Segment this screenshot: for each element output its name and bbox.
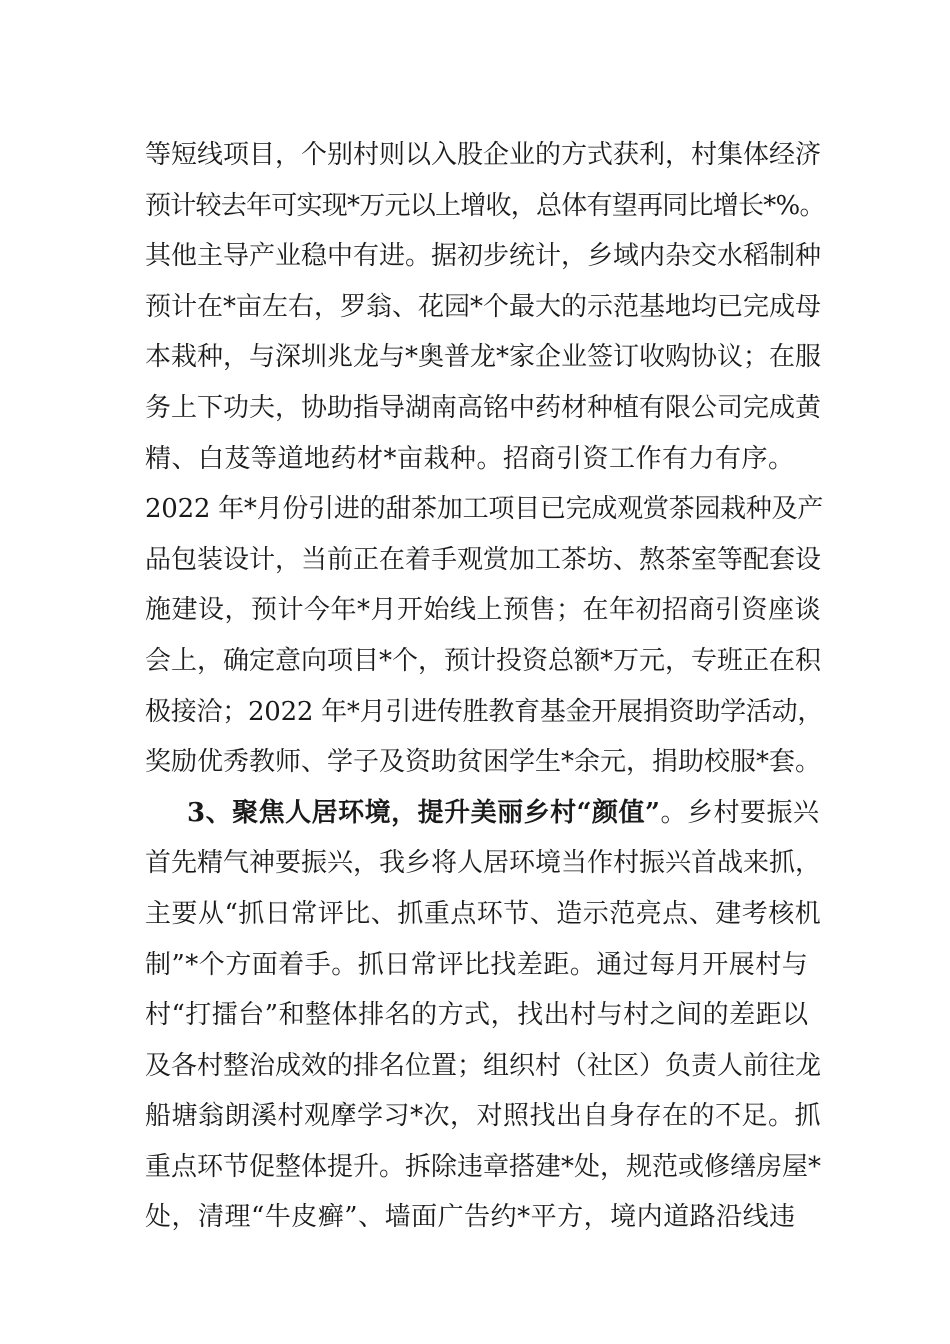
paragraph-line: 本栽种，与深圳兆龙与*奥普龙*家企业签订收购协议；在服	[145, 342, 822, 373]
paragraph-line: 处，清理“牛皮癣”、墙面广告约*平方，境内道路沿线违	[145, 1202, 796, 1233]
paragraph-line: 极接洽；2022 年*月引进传胜教育基金开展捐资助学活动，	[145, 696, 824, 727]
paragraph-line: 预计在*亩左右，罗翁、花园*个最大的示范基地均已完成母	[145, 291, 822, 322]
paragraph-line: 2022 年*月份引进的甜茶加工项目已完成观赏茶园栽种及产	[145, 494, 824, 525]
paragraph-line: 船塘翁朗溪村观摩学习*次，对照找出自身存在的不足。抓	[145, 1101, 822, 1132]
paragraph-line: 首先精气神要振兴，我乡将人居环境当作村振兴首战来抓，	[145, 848, 822, 879]
paragraph-line: 奖励优秀教师、学子及资助贫困学生*余元，捐助校服*套。	[145, 747, 822, 778]
paragraph-line: 主要从“抓日常评比、抓重点环节、造示范亮点、建考核机	[145, 898, 822, 929]
paragraph-line: 重点环节促整体提升。拆除违章搭建*处，规范或修缮房屋*	[145, 1151, 822, 1182]
paragraph-line: 精、白芨等道地药材*亩栽种。招商引资工作有力有序。	[145, 443, 795, 474]
paragraph-line: 务上下功夫，协助指导湖南高铭中药材种植有限公司完成黄	[145, 392, 822, 423]
paragraph-line: 会上，确定意向项目*个，预计投资总额*万元，专班正在积	[145, 645, 822, 676]
paragraph-line: 等短线项目，个别村则以入股企业的方式获利，村集体经济	[145, 140, 822, 170]
document-body	[145, 130, 825, 1243]
paragraph-line: 品包装设计，当前正在着手观赏加工茶坊、熬茶室等配套设	[145, 544, 822, 575]
section-heading-line	[145, 788, 825, 839]
section-heading: 3、聚焦人居环境，提升美丽乡村“颜值”	[187, 797, 661, 828]
paragraph-line: 及各村整治成效的排名位置；组织村（社区）负责人前往龙	[145, 1050, 822, 1081]
paragraph-line: 村“打擂台”和整体排名的方式，找出村与村之间的差距以	[145, 1000, 809, 1031]
paragraph-line: 制”*个方面着手。抓日常评比找差距。通过每月开展村与	[145, 949, 809, 980]
paragraph-line: 预计较去年可实现*万元以上增收，总体有望再同比增长*%。	[145, 190, 825, 221]
paragraph-line: 其他主导产业稳中有进。据初步统计，乡域内杂交水稻制种	[145, 241, 822, 272]
section-heading-tail: 。乡村要振兴	[660, 797, 820, 828]
paragraph-line: 施建设，预计今年*月开始线上预售；在年初招商引资座谈	[145, 595, 822, 626]
